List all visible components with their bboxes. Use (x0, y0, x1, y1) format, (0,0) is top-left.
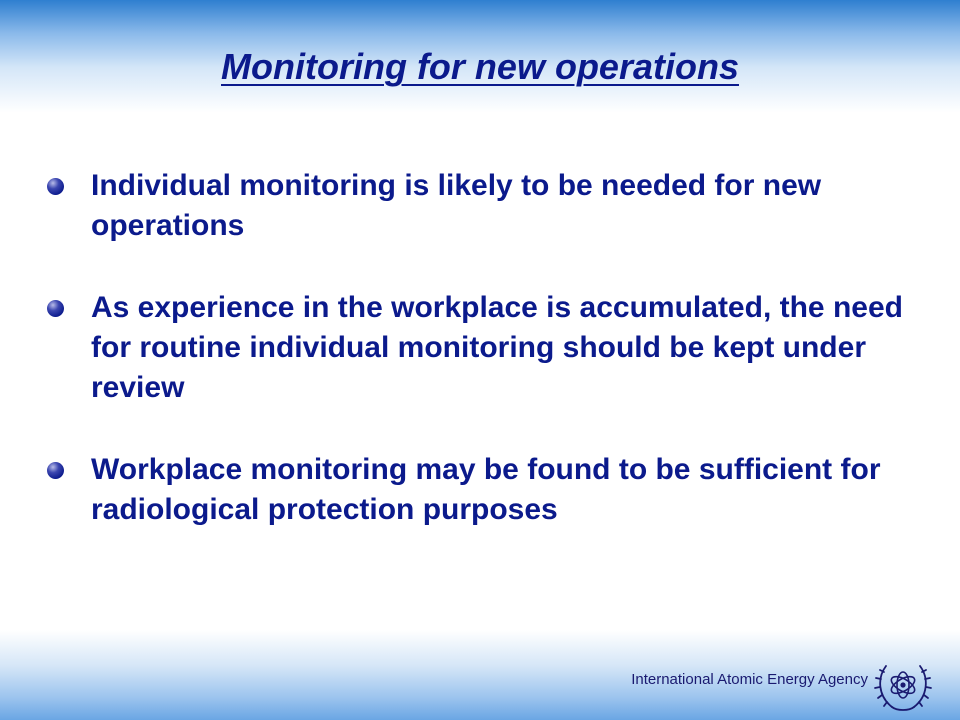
bullet-text: Workplace monitoring may be found to be sufficient for radiological protection purposes (91, 453, 881, 526)
iaea-emblem-icon (872, 656, 934, 718)
bullet-dot-icon (47, 178, 64, 195)
bullet-dot-icon (47, 300, 64, 317)
bullet-list (42, 166, 932, 572)
footer-organization-name: International Atomic Energy Agency (631, 671, 868, 688)
bullet-item (42, 166, 932, 246)
bullet-text: Individual monitoring is likely to be needed for new operations (91, 169, 822, 242)
slide-title: Monitoring for new operations (221, 46, 739, 87)
bullet-dot-icon (47, 462, 64, 479)
bullet-text: As experience in the workplace is accumulated, the need for routine individual monitoring should be kept under review (91, 291, 903, 404)
bullet-item (42, 288, 932, 408)
bullet-item (42, 450, 932, 530)
